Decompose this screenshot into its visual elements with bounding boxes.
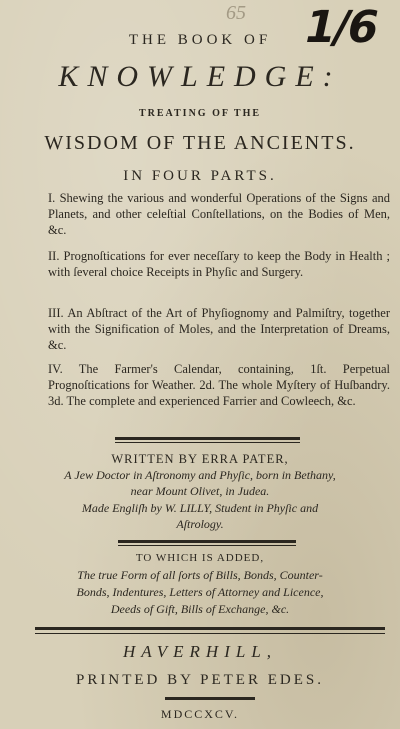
divider-3	[35, 627, 385, 630]
title-main: KNOWLEDGE:	[58, 60, 342, 93]
author-line-4: Made Engliſh by W. LILLY, Student in Phyſic and	[81, 501, 319, 515]
divider-2b	[118, 545, 296, 546]
title-line-5: IN FOUR PARTS.	[123, 168, 277, 184]
added-line-2: The true Form of all ſorts of Bills, Bonds, Counter-	[77, 568, 323, 582]
divider-4	[165, 697, 255, 700]
part-one-text: I. Shewing the various and wonderful Operations of the Signs and Planets, and other celeſtial Conſtellations, on the Bodies of Men, &c.	[48, 191, 390, 237]
imprint-printer: PRINTED BY PETER EDES.	[76, 672, 324, 688]
title-line-3: TREATING OF THE	[138, 108, 262, 119]
added-line-1: TO WHICH IS ADDED,	[135, 552, 265, 564]
part-four	[32, 361, 390, 409]
part-two	[32, 248, 390, 280]
imprint-place: HAVERHILL,	[122, 642, 278, 661]
divider-1b	[115, 442, 300, 443]
handwritten-price: 1/6	[299, 2, 382, 53]
part-four-text: IV. The Farmer's Calendar, containing, 1ſt. Perpetual Prognoſtications for Weather. 2d. The whole Myſtery of Huſbandry. 3d. The complete and experienced Farrier and Cowleech, &c.	[48, 362, 390, 408]
part-three-text: III. An Abſtract of the Art of Phyſiognomy and Palmiſtry, together with the Signification of Moles, and the Interpretation of Dreams, &c.	[48, 306, 390, 352]
added-line-3: Bonds, Indentures, Letters of Attorney and Licence,	[76, 585, 324, 599]
divider-2	[118, 540, 296, 543]
added-line-4: Deeds of Gift, Bills of Exchange, &c.	[110, 602, 290, 616]
title-line-4: WISDOM OF THE ANCIENTS.	[44, 132, 356, 154]
part-three	[32, 305, 390, 353]
part-one	[32, 190, 390, 238]
divider-1	[115, 437, 300, 440]
author-line-5: Aſtrology.	[176, 517, 224, 531]
title-line-1: THE BOOK OF	[128, 32, 272, 48]
imprint-year: MDCCXCV.	[160, 707, 240, 721]
author-line-2: A Jew Doctor in Aſtronomy and Phyſic, born in Bethany,	[64, 468, 336, 482]
divider-3b	[35, 633, 385, 634]
author-line-3: near Mount Olivet, in Judea.	[130, 484, 270, 498]
author-line-1: WRITTEN BY ERRA PATER,	[111, 452, 289, 466]
faded-stamp: 65	[226, 2, 246, 24]
part-two-text: II. Prognoſtications for ever neceſſary to keep the Body in Health ; with ſeveral choice Receipts in Phyſic and Surgery.	[48, 249, 390, 279]
